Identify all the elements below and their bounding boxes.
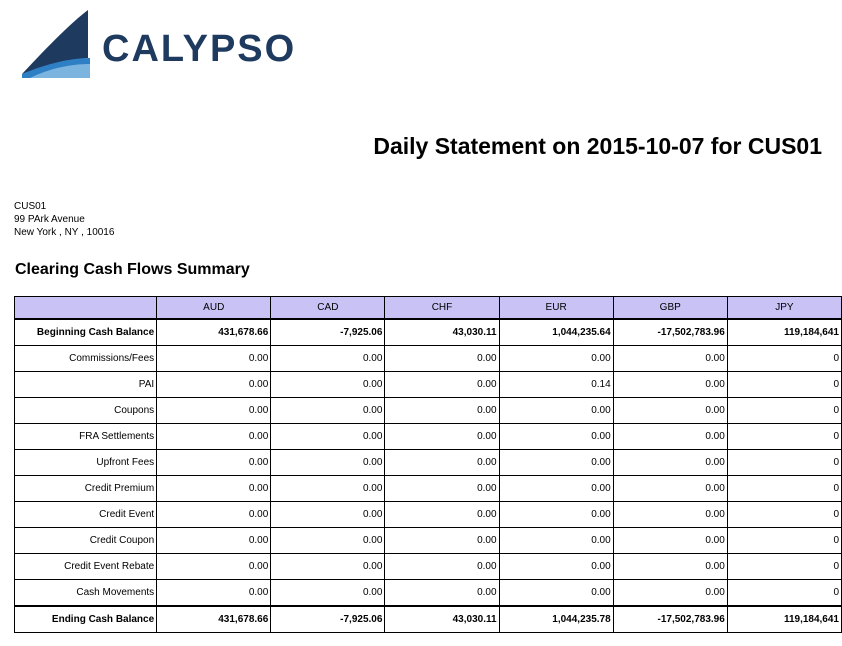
cell-value: 0.00 bbox=[271, 372, 385, 398]
cell-value: 1,044,235.78 bbox=[499, 606, 613, 633]
cell-value: 0.00 bbox=[271, 476, 385, 502]
cell-value: -17,502,783.96 bbox=[613, 319, 727, 346]
cell-value: 0.00 bbox=[613, 398, 727, 424]
cell-value: 0.00 bbox=[157, 502, 271, 528]
customer-name: CUS01 bbox=[14, 201, 47, 212]
row-label: Credit Event Rebate bbox=[15, 554, 157, 580]
cell-value: 0.00 bbox=[157, 424, 271, 450]
row-label: FRA Settlements bbox=[15, 424, 157, 450]
cell-value: 0.00 bbox=[613, 580, 727, 607]
cell-value: 0.00 bbox=[499, 346, 613, 372]
row-label: Beginning Cash Balance bbox=[15, 319, 157, 346]
logo-wordmark: CALYPSO bbox=[102, 28, 297, 70]
cell-value: 0.00 bbox=[157, 554, 271, 580]
column-header: AUD bbox=[157, 297, 271, 320]
cell-value: 0.00 bbox=[613, 554, 727, 580]
table-row bbox=[15, 346, 842, 372]
cell-value: 0 bbox=[727, 372, 841, 398]
table-row bbox=[15, 319, 842, 346]
cell-value: 0.00 bbox=[613, 476, 727, 502]
cell-value: 0 bbox=[727, 424, 841, 450]
cell-value: 119,184,641 bbox=[727, 606, 841, 633]
cell-value: 0.00 bbox=[385, 398, 499, 424]
cell-value: 0.00 bbox=[385, 528, 499, 554]
cell-value: 0.00 bbox=[499, 554, 613, 580]
row-label: Credit Event bbox=[15, 502, 157, 528]
cell-value: 0.00 bbox=[157, 372, 271, 398]
table-row bbox=[15, 372, 842, 398]
cell-value: 0.00 bbox=[271, 346, 385, 372]
cell-value: 0.00 bbox=[499, 450, 613, 476]
column-header: CHF bbox=[385, 297, 499, 320]
cell-value: 0.00 bbox=[271, 502, 385, 528]
row-label: Commissions/Fees bbox=[15, 346, 157, 372]
section-title: Clearing Cash Flows Summary bbox=[15, 261, 250, 278]
column-header: JPY bbox=[727, 297, 841, 320]
sail-logo-icon bbox=[20, 8, 98, 80]
cell-value: 0.00 bbox=[385, 424, 499, 450]
cell-value: 0 bbox=[727, 554, 841, 580]
cell-value: 0.00 bbox=[499, 502, 613, 528]
cell-value: 0.00 bbox=[385, 476, 499, 502]
row-label: Credit Premium bbox=[15, 476, 157, 502]
cell-value: 0.14 bbox=[499, 372, 613, 398]
cell-value: 1,044,235.64 bbox=[499, 319, 613, 346]
cell-value: 0 bbox=[727, 502, 841, 528]
cell-value: 0.00 bbox=[157, 450, 271, 476]
cell-value: 0.00 bbox=[385, 580, 499, 607]
cell-value: -17,502,783.96 bbox=[613, 606, 727, 633]
cell-value: 0.00 bbox=[499, 580, 613, 607]
customer-address bbox=[14, 200, 114, 239]
cell-value: 0.00 bbox=[499, 398, 613, 424]
cell-value: 431,678.66 bbox=[157, 319, 271, 346]
table-row bbox=[15, 476, 842, 502]
cell-value: 0.00 bbox=[271, 398, 385, 424]
address-line-2: New York , NY , 10016 bbox=[14, 227, 115, 238]
table-row bbox=[15, 528, 842, 554]
cell-value: 0.00 bbox=[613, 346, 727, 372]
cell-value: 0.00 bbox=[157, 580, 271, 607]
cell-value: 0.00 bbox=[613, 372, 727, 398]
cell-value: 0.00 bbox=[499, 528, 613, 554]
cell-value: 0.00 bbox=[385, 502, 499, 528]
header-blank bbox=[15, 297, 157, 320]
table-row bbox=[15, 424, 842, 450]
cell-value: 0.00 bbox=[157, 476, 271, 502]
statement-title: Daily Statement on 2015-10-07 for CUS01 bbox=[373, 133, 822, 159]
table-row bbox=[15, 502, 842, 528]
cell-value: 0.00 bbox=[157, 346, 271, 372]
address-line-1: 99 PArk Avenue bbox=[14, 214, 85, 225]
cell-value: 0.00 bbox=[271, 528, 385, 554]
cell-value: -7,925.06 bbox=[271, 319, 385, 346]
row-label: Upfront Fees bbox=[15, 450, 157, 476]
cell-value: 0.00 bbox=[271, 450, 385, 476]
row-label: Cash Movements bbox=[15, 580, 157, 607]
row-label: PAI bbox=[15, 372, 157, 398]
row-label: Credit Coupon bbox=[15, 528, 157, 554]
cell-value: 0.00 bbox=[271, 554, 385, 580]
row-label: Ending Cash Balance bbox=[15, 606, 157, 633]
cell-value: 431,678.66 bbox=[157, 606, 271, 633]
table-row bbox=[15, 450, 842, 476]
cell-value: 0 bbox=[727, 450, 841, 476]
cell-value: 0.00 bbox=[385, 554, 499, 580]
table-header-row bbox=[15, 297, 842, 320]
cell-value: 0 bbox=[727, 346, 841, 372]
column-header: GBP bbox=[613, 297, 727, 320]
cell-value: 0.00 bbox=[157, 528, 271, 554]
cell-value: 0 bbox=[727, 476, 841, 502]
column-header: CAD bbox=[271, 297, 385, 320]
cell-value: 43,030.11 bbox=[385, 319, 499, 346]
cell-value: 119,184,641 bbox=[727, 319, 841, 346]
table-row bbox=[15, 554, 842, 580]
cash-flows-summary-table bbox=[14, 296, 842, 633]
cell-value: 0.00 bbox=[613, 528, 727, 554]
cell-value: 0.00 bbox=[613, 424, 727, 450]
cell-value: 0.00 bbox=[385, 346, 499, 372]
cell-value: 0.00 bbox=[499, 476, 613, 502]
table-row bbox=[15, 606, 842, 633]
cell-value: 0 bbox=[727, 398, 841, 424]
row-label: Coupons bbox=[15, 398, 157, 424]
calypso-logo bbox=[20, 8, 310, 80]
cell-value: 0.00 bbox=[499, 424, 613, 450]
cell-value: 0.00 bbox=[271, 580, 385, 607]
column-header: EUR bbox=[499, 297, 613, 320]
cell-value: 0.00 bbox=[385, 372, 499, 398]
cell-value: 0.00 bbox=[271, 424, 385, 450]
cell-value: 0.00 bbox=[385, 450, 499, 476]
cell-value: 0.00 bbox=[157, 398, 271, 424]
table-row bbox=[15, 580, 842, 607]
cell-value: -7,925.06 bbox=[271, 606, 385, 633]
cell-value: 43,030.11 bbox=[385, 606, 499, 633]
table-row bbox=[15, 398, 842, 424]
cell-value: 0.00 bbox=[613, 502, 727, 528]
cell-value: 0 bbox=[727, 580, 841, 607]
cell-value: 0 bbox=[727, 528, 841, 554]
cell-value: 0.00 bbox=[613, 450, 727, 476]
